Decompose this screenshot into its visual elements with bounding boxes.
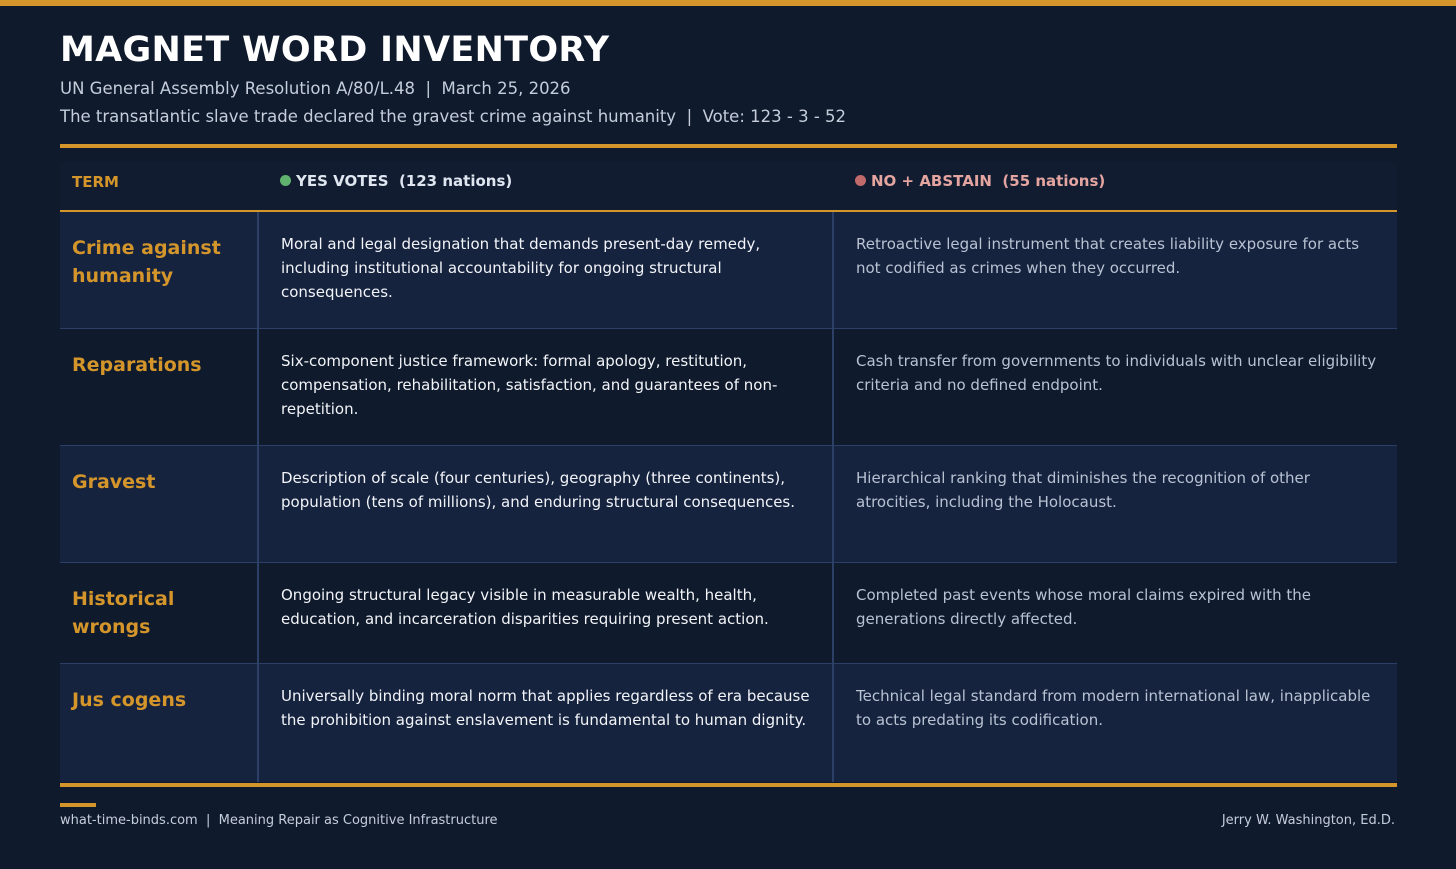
term-cell: Crime against humanity <box>60 212 259 328</box>
no-header-label: NO + ABSTAIN (55 nations) <box>871 172 1106 190</box>
term-table <box>60 162 1397 782</box>
no-cell: Completed past events whose moral claims expired with the generations directly affected. <box>856 586 1311 628</box>
resolution-description: The transatlantic slave trade declared the gravest crime against humanity | Vote: 123 - 3 - 52 <box>60 107 847 126</box>
header-divider <box>60 144 1397 148</box>
column-header-no <box>855 172 1105 190</box>
yes-cell: Moral and legal designation that demands present-day remedy, including institutional accountability for ongoing structural consequences. <box>259 212 834 328</box>
no-cell: Hierarchical ranking that diminishes the recognition of other atrocities, including the Holocaust. <box>856 469 1310 511</box>
no-dot-icon <box>855 175 866 186</box>
table-row <box>60 212 1397 329</box>
table-row <box>60 329 1397 446</box>
yes-header-label: YES VOTES (123 nations) <box>296 172 513 190</box>
term-cell: Historical wrongs <box>60 563 259 663</box>
table-row <box>60 563 1397 664</box>
footer-accent-mark <box>60 803 96 807</box>
yes-cell: Six-component justice framework: formal apology, restitution, compensation, rehabilitation, satisfaction, and guarantees of non-repetition. <box>259 329 834 445</box>
no-cell: Cash transfer from governments to individuals with unclear eligibility criteria and no defined endpoint. <box>856 352 1377 394</box>
term-cell: Gravest <box>60 446 259 562</box>
yes-cell: Description of scale (four centuries), geography (three continents), population (tens of millions), and enduring structural consequences. <box>259 446 834 562</box>
term-cell: Jus cogens <box>60 664 259 782</box>
no-cell: Retroactive legal instrument that creates liability exposure for acts not codified as crimes when they occurred. <box>856 235 1360 277</box>
top-accent-bar <box>0 0 1456 6</box>
table-row <box>60 446 1397 563</box>
column-header-yes <box>280 172 512 190</box>
table-bottom-divider <box>60 783 1397 787</box>
resolution-subtitle: UN General Assembly Resolution A/80/L.48 | March 25, 2026 <box>60 79 571 98</box>
page-title: MAGNET WORD INVENTORY <box>60 30 610 70</box>
column-header-term: TERM <box>72 173 119 191</box>
yes-cell: Universally binding moral norm that applies regardless of era because the prohibition against enslavement is fundamental to human dignity. <box>259 664 834 782</box>
term-cell: Reparations <box>60 329 259 445</box>
yes-dot-icon <box>280 175 291 186</box>
footer-author: Jerry W. Washington, Ed.D. <box>1221 813 1395 828</box>
footer-source: what-time-binds.com | Meaning Repair as Cognitive Infrastructure <box>60 813 498 828</box>
yes-cell: Ongoing structural legacy visible in measurable wealth, health, education, and incarceration disparities requiring present action. <box>259 563 834 663</box>
no-cell: Technical legal standard from modern international law, inapplicable to acts predating its codification. <box>856 687 1371 729</box>
table-row <box>60 664 1397 782</box>
table-header <box>60 162 1397 212</box>
